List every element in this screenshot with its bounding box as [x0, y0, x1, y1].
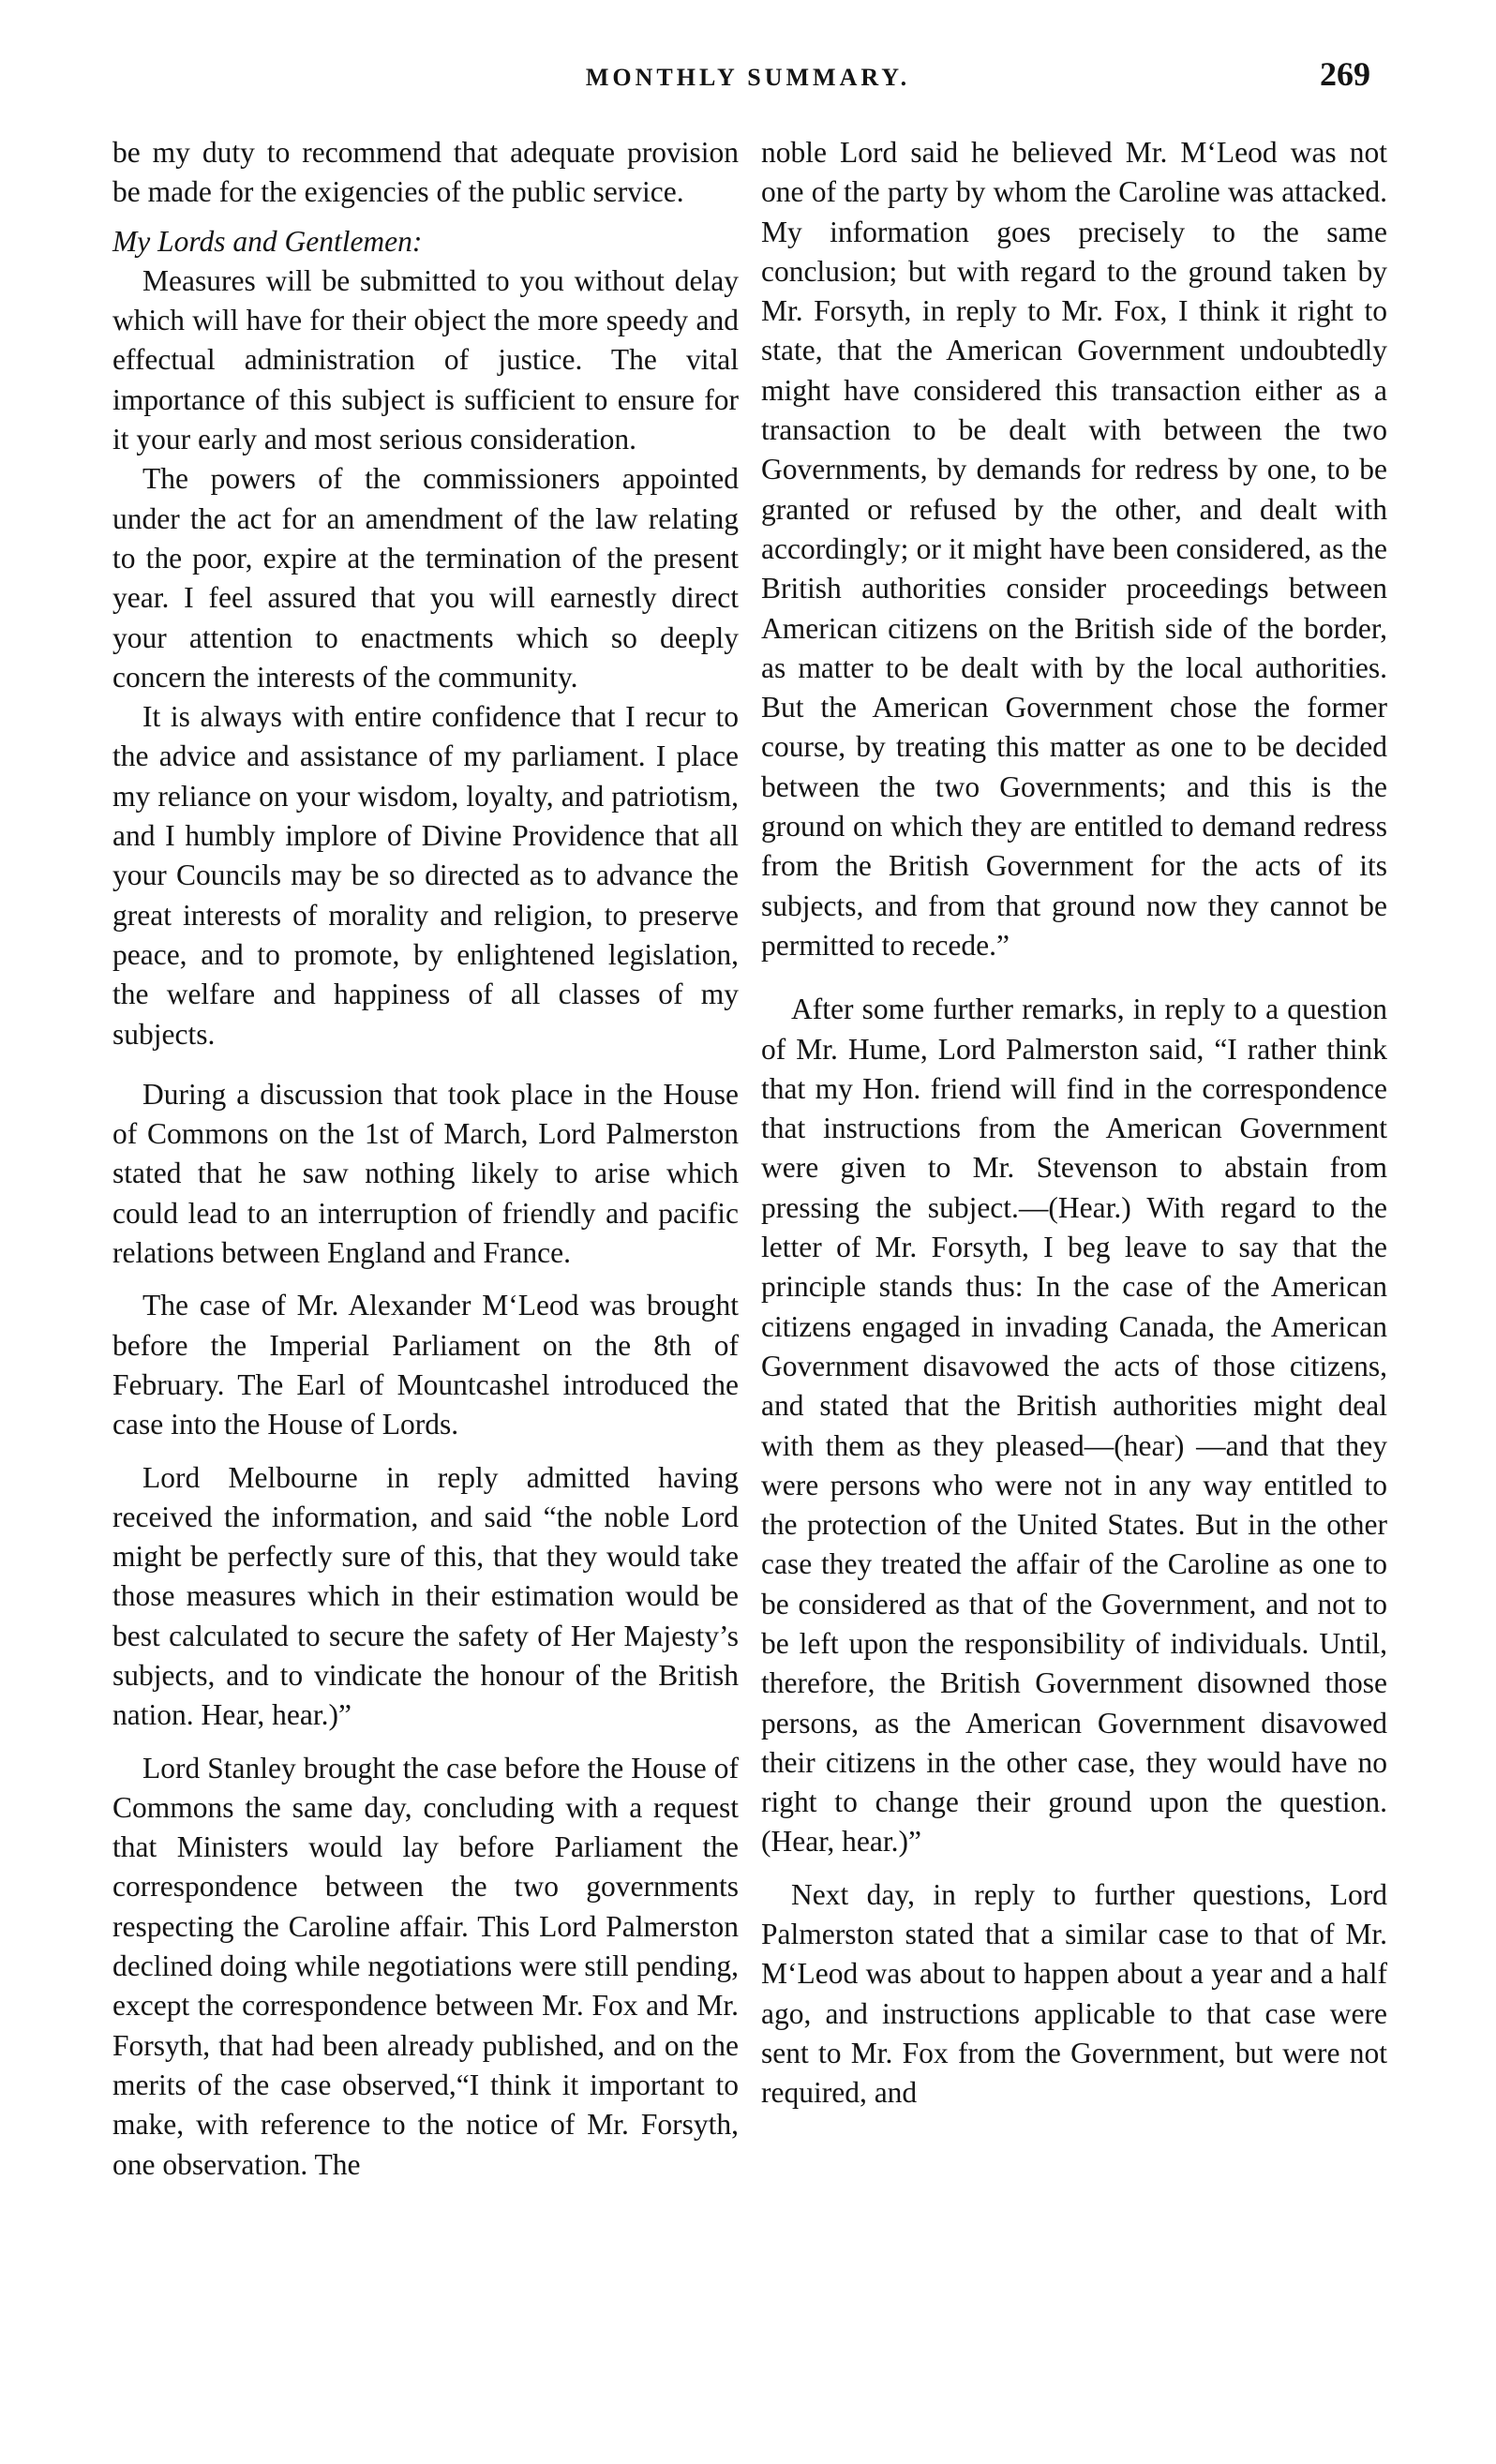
- paragraph: The case of Mr. Alexander M‘Leod was brought before the Imperial Parliament on the 8th of February. The Earl of Mountcashel introduced the case into the House of Lords.: [112, 1289, 739, 1441]
- paragraph: Next day, in reply to further questions, Lord Palmerston stated that a similar case to that of Mr. M‘Leod was about to happen about a year and a half ago, and instructions applicable to that case were sent to Mr. Fox from the Government, but were not required, and: [761, 1877, 1387, 2110]
- paragraph: Lord Stanley brought the case before the House of Commons the same day, concluding with a request that Ministers would lay before Parliament the correspondence between the two governments respecting the Caroline affair. This Lord Palmerston declined doing while negotiations were still pending, except the correspondence between Mr. Fox and Mr. Forsyth, that had been already published, and on the merits of the case observed,“I think it important to make, with reference to the notice of Mr. Forsyth, one observation. The: [112, 1751, 739, 2181]
- paragraph: be my duty to recommend that adequate provision be made for the exigencies of the public service.: [112, 136, 739, 209]
- salutation: My Lords and Gentlemen:: [112, 224, 423, 258]
- running-head: MONTHLY SUMMARY.: [585, 64, 911, 91]
- paragraph: It is always with entire confidence that I recur to the advice and assistance of my parliament. I place my reliance on your wisdom, loyalty, and patriotism, and I humbly implore of Divine Providence that all your Councils may be so directed as to advance the great interests of morality and religion, to preserve peace, and to promote, by enlightened legislation, the welfare and happiness of all classes of my subjects.: [112, 700, 739, 1051]
- right-column: [761, 133, 1387, 2113]
- paragraph: Measures will be submitted to you without delay which will have for their object the more speedy and effectual administration of justice. The vital importance of this subject is sufficient to ensure for it your early and most serious consideration.: [112, 263, 739, 456]
- paragraph: After some further remarks, in reply to a question of Mr. Hume, Lord Palmerston said, “I rather think that my Hon. friend will find in the correspondence that instructions from the American Government were given to Mr. Stevenson to abstain from pressing the subject.—(Hear.) With regard to the letter of Mr. Forsyth, I beg leave to say that the principle stands thus: In the case of the American citizens engaged in invading Canada, the American Government disavowed the acts of those citizens, and stated that the British authorities might deal with them as they pleased—(hear) —and that they were persons who were not in any way entitled to the protection of the United States. But in the other case they treated the affair of the Caroline as one to be considered as that of the Government, and not to be left upon the responsibility of individuals. Until, therefore, the British Government disowned those persons, as the American Government disavowed their citizens in the other case, they would have no right to change their ground upon the question. (Hear, hear.)”: [761, 993, 1387, 1859]
- page-number: 269: [1320, 55, 1370, 93]
- paragraph: noble Lord said he believed Mr. M‘Leod was not one of the party by whom the Caroline was attacked. My information goes precisely to the same conclusion; but with regard to the ground taken by Mr. Forsyth, in reply to Mr. Fox, I think it right to state, that the American Government undoubtedly might have considered this transaction either as a transaction to be dealt with between the two Governments, by demands for redress by one, to be granted or refused by the other, and dealt with accordingly; or it might have been considered, as the British authorities consider proceedings between American citizens on the British side of the border, as matter to be dealt with by the local authorities. But the American Government chose the former course, by treating this matter as one to be decided between the two Governments; and this is the ground on which they are entitled to demand redress from the British Government for the acts of its subjects, and from that ground now they cannot be permitted to recede.”: [761, 136, 1387, 962]
- left-column: [112, 133, 739, 2185]
- paragraph: The powers of the commissioners appointed under the act for an amendment of the law relating to the poor, expire at the termination of the present year. I feel assured that you will earnestly direct your attention to enactments which so deeply concern the interests of the community.: [112, 462, 739, 694]
- paragraph: During a discussion that took place in the House of Commons on the 1st of March, Lord Palmerston stated that he saw nothing likely to arise which could lead to an interruption of friendly and pacific relations between England and France.: [112, 1077, 739, 1270]
- paragraph: Lord Melbourne in reply admitted having received the information, and said “the noble Lord might be perfectly sure of this, that they would take those measures which in their estimation would be best calculated to secure the safety of Her Majesty’s subjects, and to vindicate the honour of the British nation. Hear, hear.)”: [112, 1460, 739, 1732]
- page-header: [0, 54, 1496, 111]
